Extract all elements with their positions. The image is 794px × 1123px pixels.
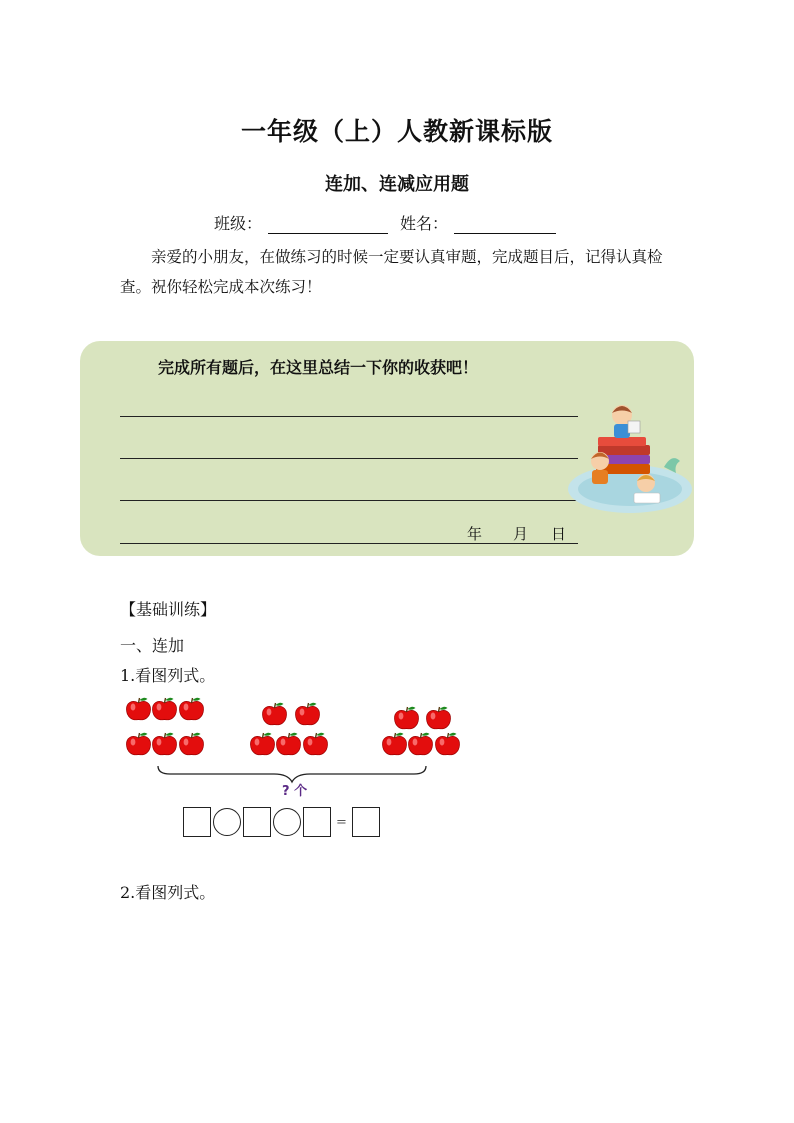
apple-icon [262,703,286,725]
operator-circle[interactable] [273,808,301,836]
answer-box[interactable] [243,807,271,837]
apple-icon [426,707,450,729]
apple-icon [435,733,459,755]
apple-icon [394,707,418,729]
year-label: 年 [467,525,483,543]
apple-icon [250,733,274,755]
question-1-label: 1.看图列式。 [120,666,216,685]
result-box[interactable] [352,807,380,837]
apple-icon [303,733,327,755]
summary-prompt: 完成所有题后，在这里总结一下你的收获吧！ [158,358,479,377]
equation-row [183,807,380,837]
answer-box[interactable] [183,807,211,837]
question-2-label: 2.看图列式。 [120,883,216,902]
apple-icon [126,733,150,755]
answer-box[interactable] [303,807,331,837]
total-question: ? 个 [282,784,308,799]
class-label: 班级： [214,214,263,233]
apple-icon [179,698,203,720]
section-heading: 一、连加 [120,636,185,655]
page-title: 一年级（上）人教新课标版 [240,117,553,146]
basic-training-heading: 【基础训练】 [120,600,217,619]
apple-icon [179,733,203,755]
name-label: 姓名： [400,214,449,233]
day-label: 日 [551,525,567,543]
apple-groups [126,698,459,755]
apple-icon [126,698,150,720]
intro-line-2: 查。祝你轻松完成本次练习！ [120,278,322,296]
apple-icon [382,733,406,755]
equals-sign: = [336,814,347,830]
apple-icon [152,698,176,720]
operator-circle[interactable] [213,808,241,836]
apple-icon [276,733,300,755]
month-label: 月 [513,525,529,543]
apple-icon [152,733,176,755]
intro-line-1: 亲爱的小朋友，在做练习的时候一定要认真审题，完成题目后，记得认真检 [151,248,663,266]
page-subtitle: 连加、连减应用题 [325,174,469,195]
apple-icon [408,733,432,755]
apple-icon [295,703,319,725]
